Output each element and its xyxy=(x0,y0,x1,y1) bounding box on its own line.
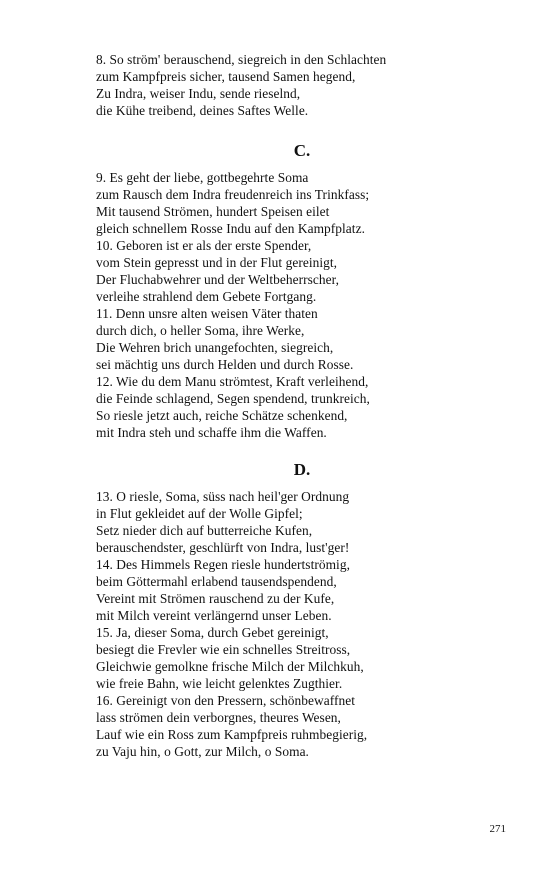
stanza-block-b-tail xyxy=(96,51,496,119)
stanza-block-d xyxy=(96,488,496,760)
text-line: 11. Denn unsre alten weisen Väter thaten xyxy=(96,306,318,321)
text-line: lass strömen dein verborgnes, theures Wesen, xyxy=(96,710,341,725)
text-line: Setz nieder dich auf butterreiche Kufen, xyxy=(96,523,313,538)
text-line: sei mächtig uns durch Helden und durch Rosse. xyxy=(96,357,354,372)
section-heading-c: C. xyxy=(293,141,311,160)
text-line: Vereint mit Strömen rauschend zu der Kufe, xyxy=(96,591,335,606)
text-line: Der Fluchabwehrer und der Weltbeherrscher, xyxy=(96,272,340,287)
text-line: berauschendster, geschlürft von Indra, lust'ger! xyxy=(96,540,350,555)
text-line: zum Kampfpreis sicher, tausend Samen hegend, xyxy=(96,69,356,84)
text-line: Lauf wie ein Ross zum Kampfpreis ruhmbegierig, xyxy=(96,727,368,742)
text-line: Mit tausend Strömen, hundert Speisen eilet xyxy=(96,204,330,219)
text-line: wie freie Bahn, wie leicht gelenktes Zugthier. xyxy=(96,676,343,691)
text-line: 10. Geboren ist er als der erste Spender, xyxy=(96,238,312,253)
text-line: zu Vaju hin, o Gott, zur Milch, o Soma. xyxy=(96,744,309,759)
text-line: 12. Wie du dem Manu strömtest, Kraft verleihend, xyxy=(96,374,369,389)
text-line: die Feinde schlagend, Segen spendend, trunkreich, xyxy=(96,391,370,406)
text-line: vom Stein gepresst und in der Flut gereinigt, xyxy=(96,255,338,270)
text-line: beim Göttermahl erlabend tausendspendend, xyxy=(96,574,337,589)
text-line: 13. O riesle, Soma, süss nach heil'ger Ordnung xyxy=(96,489,350,504)
text-line: 16. Gereinigt von den Pressern, schönbewaffnet xyxy=(96,693,356,708)
text-line: Gleichwie gemolkne frische Milch der Milchkuh, xyxy=(96,659,364,674)
text-line: So riesle jetzt auch, reiche Schätze schenkend, xyxy=(96,408,348,423)
text-line: besiegt die Frevler wie ein schnelles Streitross, xyxy=(96,642,351,657)
text-line: 14. Des Himmels Regen riesle hundertströmig, xyxy=(96,557,350,572)
stanza-block-c xyxy=(96,169,496,441)
text-line: durch dich, o heller Soma, ihre Werke, xyxy=(96,323,305,338)
text-line: in Flut gekleidet auf der Wolle Gipfel; xyxy=(96,506,303,521)
text-line: gleich schnellem Rosse Indu auf den Kampfplatz. xyxy=(96,221,365,236)
section-heading-d: D. xyxy=(293,460,311,479)
text-line: 8. So ström' berauschend, siegreich in den Schlachten xyxy=(96,52,387,67)
text-line: zum Rausch dem Indra freudenreich ins Trinkfass; xyxy=(96,187,370,202)
text-line: mit Milch vereint verlängernd unser Leben. xyxy=(96,608,332,623)
text-line: verleihe strahlend dem Gebete Fortgang. xyxy=(96,289,317,304)
text-line: die Kühe treibend, deines Saftes Welle. xyxy=(96,103,309,118)
text-line: Zu Indra, weiser Indu, sende rieselnd, xyxy=(96,86,301,101)
text-line: 9. Es geht der liebe, gottbegehrte Soma xyxy=(96,170,309,185)
page-number: 271 xyxy=(489,823,506,835)
text-line: Die Wehren brich unangefochten, siegreich, xyxy=(96,340,334,355)
text-line: mit Indra steh und schaffe ihm die Waffen. xyxy=(96,425,327,440)
text-line: 15. Ja, dieser Soma, durch Gebet gereinigt, xyxy=(96,625,329,640)
